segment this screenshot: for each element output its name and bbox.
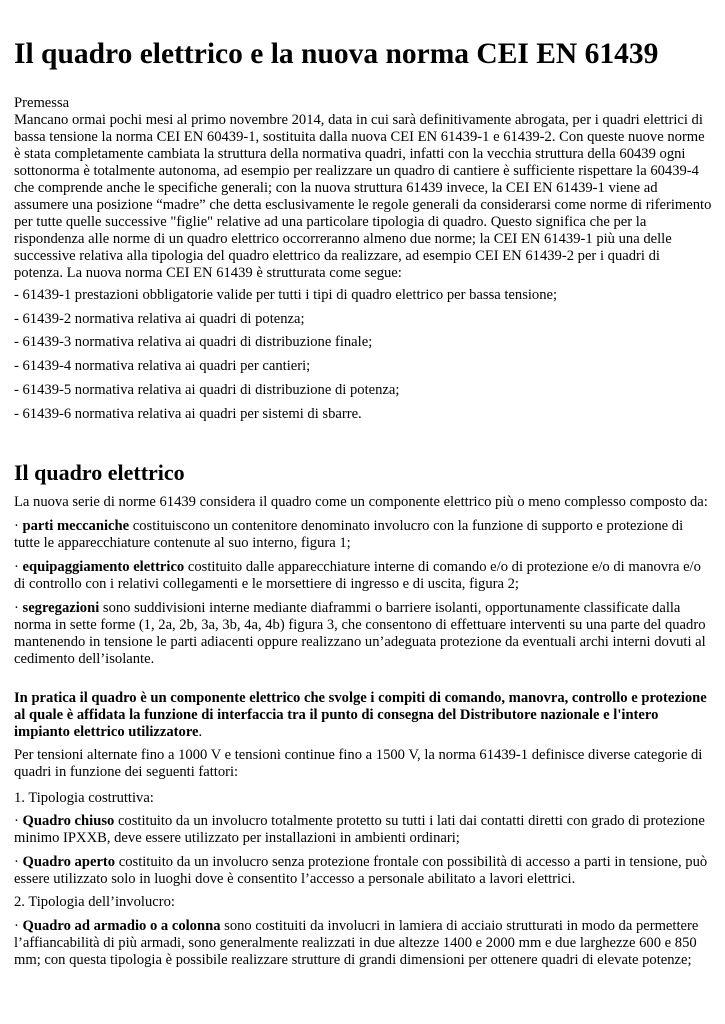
component-item-equipaggiamento	[14, 559, 712, 593]
factor-text: sono costituiti da involucri in lamiera di acciaio strutturati in modo da permettere l’affiancabilità di più armadi, sono generalmente realizzati in due altezze 1400 e 2000 mm e due larghezze 600 e 850 mm; con questa tipologia è possibile realizzare strutture di grandi dimensioni per ottenere quadri di elevate potenze;	[14, 918, 699, 968]
highlight-paragraph	[14, 690, 712, 741]
bullet: ·	[14, 854, 23, 870]
norm-list-item: - 61439-1 prestazioni obbligatorie valide per tutti i tipi di quadro elettrico per bassa tensione;	[14, 287, 558, 303]
factor1-item-quadro-aperto	[14, 854, 712, 888]
bullet: ·	[14, 559, 23, 575]
factor-term: Quadro chiuso	[22, 813, 115, 829]
factor-text: costituito da un involucro senza protezione frontale con possibilità di accesso a parti in tensione, può essere utilizzato solo in luoghi dove è consentito l’accesso a personale abilitato a lavori elettrici.	[14, 854, 708, 887]
factor2-item-quadro-armadio	[14, 918, 712, 969]
norm-list-item: - 61439-6 normativa relativa ai quadri per sistemi di sbarre.	[14, 406, 362, 422]
page-title: Il quadro elettrico e la nuova norma CEI EN 61439	[14, 38, 659, 70]
premessa-label: Premessa	[14, 95, 70, 111]
norm-list-item: - 61439-4 normativa relativa ai quadri per cantieri;	[14, 358, 311, 374]
section-lead: La nuova serie di norme 61439 considera il quadro come un componente elettrico più o meno complesso composto da:	[14, 494, 708, 510]
factor-text: costituito da un involucro totalmente protetto su tutti i lati dai contatti diretti con grado di protezione minimo IPXXB, deve essere utilizzato per installazioni in ambienti ordinari;	[14, 813, 705, 846]
component-item-segregazioni	[14, 600, 712, 668]
factor-term: Quadro aperto	[22, 854, 116, 870]
bullet: ·	[14, 600, 23, 616]
factor2-label: 2. Tipologia dell’involucro:	[14, 894, 175, 910]
component-text: costituiscono un contenitore denominato involucro con la funzione di supporto e protezione di tutte le apparecchiature contenute al suo interno, figura 1;	[14, 518, 684, 551]
component-term: equipaggiamento elettrico	[22, 559, 185, 575]
component-item-parti-meccaniche	[14, 518, 712, 552]
section-heading: Il quadro elettrico	[14, 460, 185, 485]
voltage-paragraph: Per tensioni alternate fino a 1000 V e tensioni continue fino a 1500 V, la norma 61439-1 definisce diverse categorie di quadri in funzione dei seguenti fattori:	[14, 747, 703, 780]
norm-list-item: - 61439-2 normativa relativa ai quadri di potenza;	[14, 311, 305, 327]
norm-list-item: - 61439-5 normativa relativa ai quadri di distribuzione di potenza;	[14, 382, 400, 398]
bullet: ·	[14, 813, 23, 829]
factor1-label: 1. Tipologia costruttiva:	[14, 790, 154, 806]
highlight-end: .	[198, 724, 203, 740]
norm-list-item: - 61439-3 normativa relativa ai quadri di distribuzione finale;	[14, 334, 373, 350]
component-text: sono suddivisioni interne mediante diaframmi o barriere isolanti, opportunamente classificate dalla norma in sette forme (1, 2a, 2b, 3a, 3b, 4a, 4b) figura 3, che consentono di effettuare interventi su una parte del quadro mantenendo in tensione le parti adiacenti oppure realizzano un’adeguata protezione da eventuali archi interni dovuti al cedimento dell’isolante.	[14, 600, 706, 667]
component-text: costituito dalle apparecchiature interne di comando e/o di protezione e/o di manovra e/o di controllo con i relativi collegamenti e le morsettiere di ingresso e di uscita, figura 2;	[14, 559, 701, 592]
component-term: segregazioni	[22, 600, 100, 616]
bullet: ·	[14, 918, 23, 934]
factor-term: Quadro ad armadio o a colonna	[22, 918, 221, 934]
bullet: ·	[14, 518, 23, 534]
component-term: parti meccaniche	[22, 518, 130, 534]
highlight-text: In pratica il quadro è un componente elettrico che svolge i compiti di comando, manovra, controllo e protezione al quale è affidata la funzione di interfaccia tra il punto di consegna del Distributore nazionale e l'intero impianto elettrico utilizzatore	[14, 690, 707, 740]
premessa-paragraph: Mancano ormai pochi mesi al primo novembre 2014, data in cui sarà definitivamente abrogata, per i quadri elettrici di bassa tensione la norma CEI EN 60439-1, sostituita dalla nuova CEI EN 61439-1 e 61439-2. Con queste nuove norme è stata completamente cambiata la struttura della normativa quadri, infatti con la vecchia struttura della 60439 ogni sottonorma è totalmente autonoma, ad esempio per realizzare un quadro di cantiere è sufficiente rispettare la 60439-4 che comprende anche le specifiche generali; con la nuova struttura 61439 invece, la CEI EN 61439-1 viene ad assumere una posizione “madre” che detta esclusivamente le regole generali da considerarsi come norme di riferimento per tutte quelle successive "figlie" relative ad una particolare tipologia di quadro. Questo significa che per la rispondenza alle norme di un quadro elettrico occorreranno almeno due norme; la CEI EN 61439-1 più una delle successive relativa alla tipologia del quadro elettrico da realizzare, ad esempio CEI EN 61439-2 per i quadri di potenza. La nuova norma CEI EN 61439 è strutturata come segue:	[14, 112, 712, 281]
factor1-item-quadro-chiuso	[14, 813, 712, 847]
